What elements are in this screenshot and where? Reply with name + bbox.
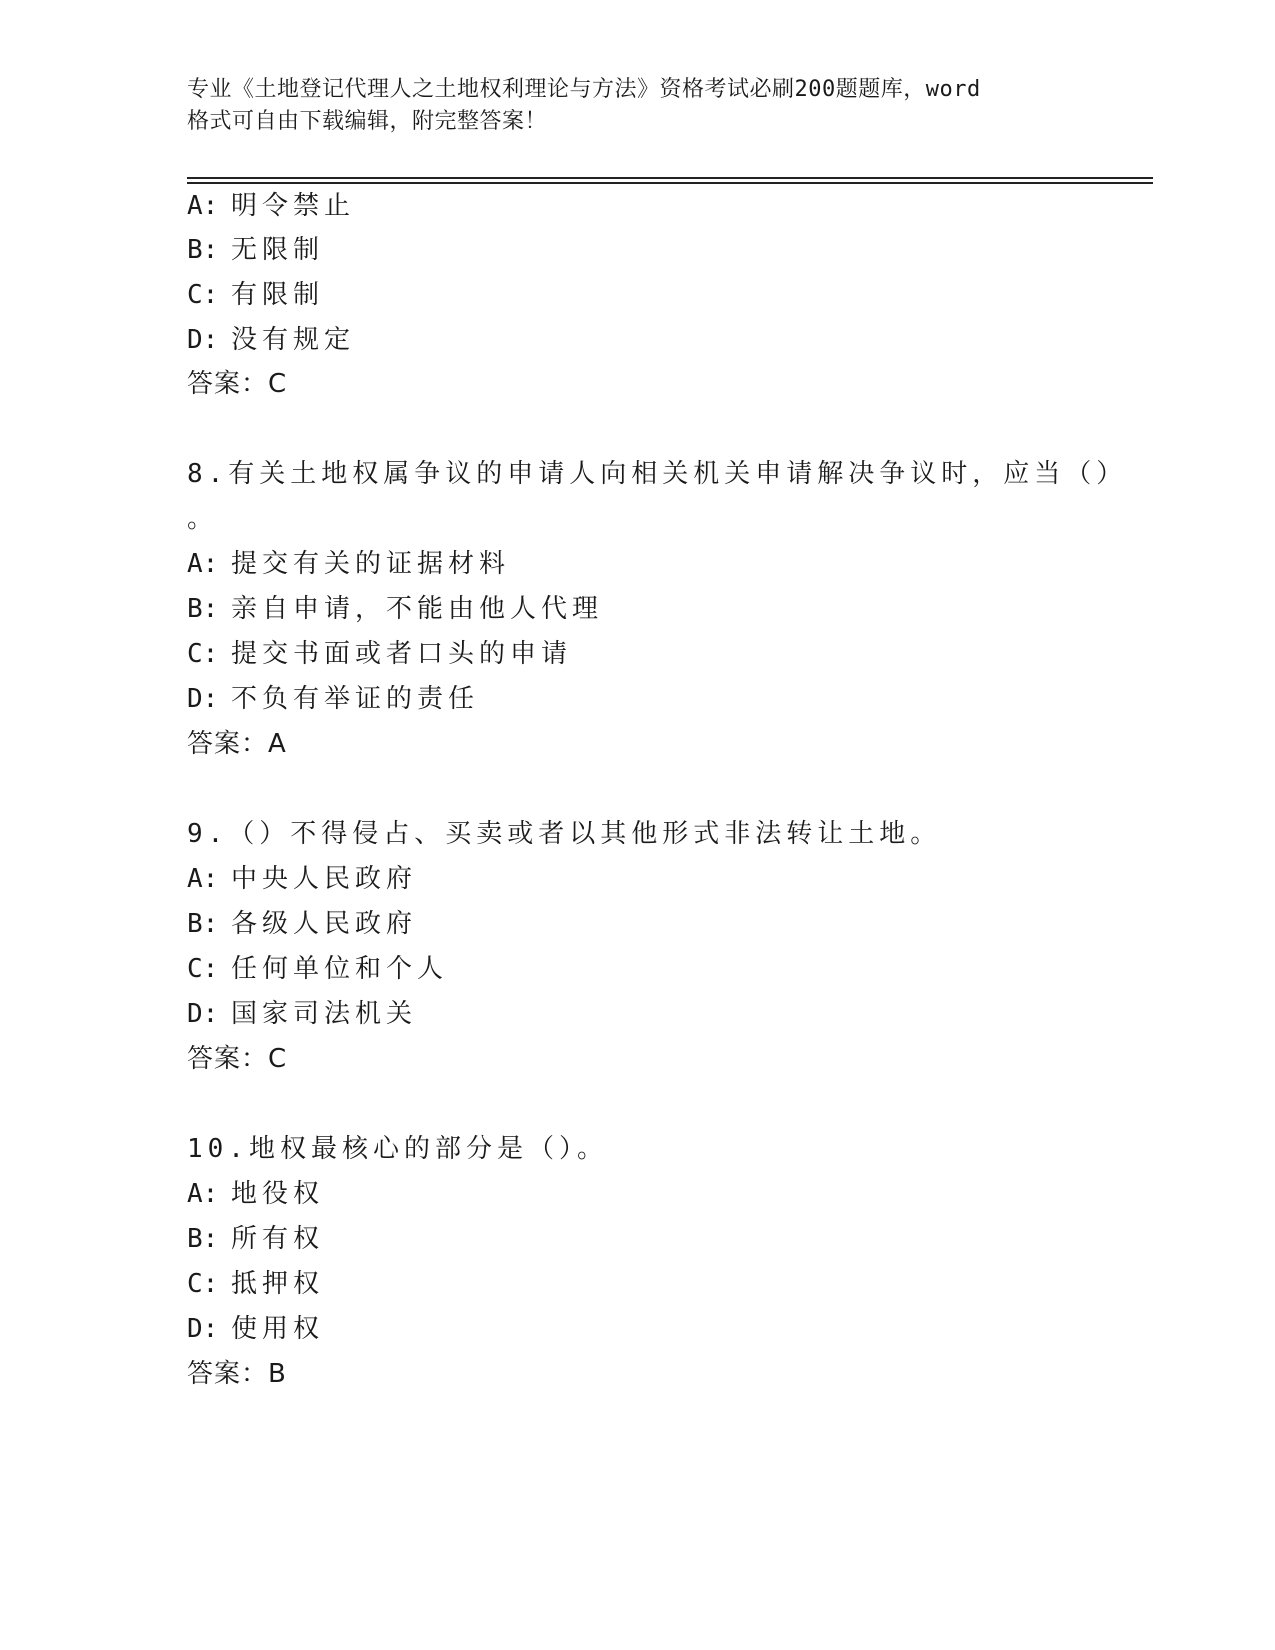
option-text: 使用权 (231, 1314, 325, 1344)
option-text: 地役权 (231, 1179, 325, 1209)
option-label: A: (187, 549, 219, 579)
option-a (187, 1178, 324, 1210)
option-text: 不负有举证的责任 (231, 684, 480, 714)
option-a (187, 548, 510, 580)
option-label: A: (187, 191, 219, 221)
option-text: 亲自申请，不能由他人代理 (231, 594, 604, 624)
option-c (187, 953, 448, 985)
header-line-1: 专业《土地登记代理人之土地权利理论与方法》资格考试必刷200题题库，word (187, 77, 981, 102)
option-b (187, 908, 417, 940)
option-text: 各级人民政府 (231, 909, 418, 939)
option-label: D: (187, 325, 219, 355)
option-a (187, 863, 417, 895)
option-label: B: (187, 1224, 219, 1254)
question-text: 10.地权最核心的部分是（）。 (187, 1134, 608, 1164)
option-c (187, 638, 572, 670)
option-c (187, 1268, 324, 1300)
option-text: 没有规定 (231, 325, 356, 355)
option-label: B: (187, 594, 219, 624)
option-d (187, 324, 355, 356)
header-line-2: 格式可自由下载编辑，附完整答案！ (187, 109, 548, 134)
option-label: C: (187, 639, 219, 669)
option-text: 任何单位和个人 (231, 954, 449, 984)
answer-line: 答案：C (187, 1044, 288, 1074)
option-a (187, 190, 355, 222)
option-d (187, 1313, 324, 1345)
option-d (187, 998, 417, 1030)
header-divider-top (187, 177, 1153, 179)
option-label: D: (187, 999, 219, 1029)
option-b (187, 593, 603, 625)
question-text-continued: 。 (187, 504, 219, 534)
option-text: 无限制 (231, 235, 325, 265)
option-label: B: (187, 909, 219, 939)
option-text: 中央人民政府 (231, 864, 418, 894)
option-d (187, 683, 479, 715)
option-label: A: (187, 1179, 219, 1209)
option-text: 国家司法机关 (231, 999, 418, 1029)
question-text: 8.有关土地权属争议的申请人向相关机关申请解决争议时，应当（） (187, 459, 1128, 489)
document-header (187, 74, 1067, 138)
option-label: D: (187, 684, 219, 714)
option-b (187, 1223, 324, 1255)
option-label: C: (187, 280, 219, 310)
question-text: 9.（）不得侵占、买卖或者以其他形式非法转让土地。 (187, 819, 942, 849)
option-label: A: (187, 864, 219, 894)
option-b (187, 234, 324, 266)
option-label: B: (187, 235, 219, 265)
option-label: C: (187, 954, 219, 984)
option-text: 所有权 (231, 1224, 325, 1254)
header-divider-bottom (187, 182, 1153, 184)
option-text: 明令禁止 (231, 191, 356, 221)
answer-line: 答案：C (187, 369, 288, 399)
answer-line: 答案：A (187, 729, 287, 759)
option-label: C: (187, 1269, 219, 1299)
answer-line: 答案：B (187, 1359, 287, 1389)
option-text: 抵押权 (231, 1269, 325, 1299)
option-text: 有限制 (231, 280, 325, 310)
option-label: D: (187, 1314, 219, 1344)
option-text: 提交有关的证据材料 (231, 549, 511, 579)
option-text: 提交书面或者口头的申请 (231, 639, 573, 669)
option-c (187, 279, 324, 311)
